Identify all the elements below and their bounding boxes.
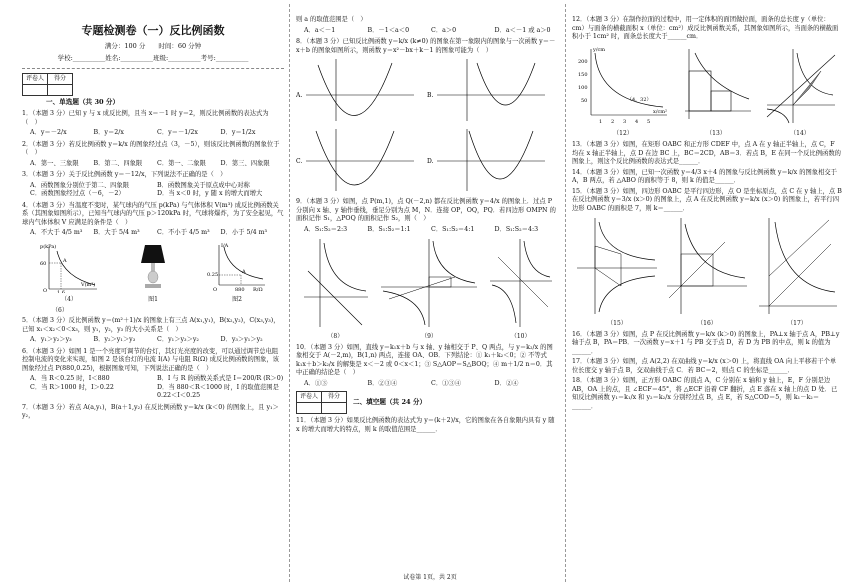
column-divider <box>289 4 290 582</box>
question-16: 16．（本题 3 分）如图，点 P 在反比例函数 y＝k/x (k＞0) 的图象上，PA⊥x 轴于点 A，PB⊥y 轴于点 B，PA＝PB．一次函数 y＝x＋1 与 PB 交于点 D，若 D 为 PB 的中点，则 k 的值为______． <box>572 330 840 355</box>
option[interactable]: B．函数图象关于原点成中心对称 <box>157 181 250 189</box>
option-graph-d[interactable] <box>427 127 558 197</box>
figure-16 <box>665 216 749 328</box>
section-heading: 一、单选题（共 30 分） <box>46 98 120 107</box>
option[interactable]: C．S₁:S₂＝4:1 <box>431 225 475 233</box>
option[interactable]: A．函数图象分别位于第二、四象限 <box>30 181 130 189</box>
option[interactable]: D．a＜－1 或 a＞0 <box>494 26 551 34</box>
section-heading: 二、填空题（共 24 分） <box>353 397 427 406</box>
option[interactable]: B．y＝2/x <box>93 129 124 137</box>
question-6: 6．（本题 3 分）如图 1 是一个亮度可调节的台灯，其灯光亮度的改变，可以通过调节总电阻控制电流的变化来实现，如图 2 是该台灯的电流 I(A) 与电阻 R(Ω) 成反比例函数的图象，该图象经过点 P(880,0.25)，根据图象可知，下列说法正确的是（ ） <box>22 347 279 372</box>
column-middle <box>296 14 558 436</box>
tick-label: 150 <box>578 71 588 78</box>
tick-label: 50 <box>581 97 588 104</box>
option[interactable]: C．第一、二象限 <box>157 159 206 167</box>
current-resistance-graph <box>207 241 267 293</box>
question-1: 1．（本题 3 分）已知 y 与 x 成反比例，且当 x＝－1 时 y＝2，则反比例函数的表达式为（ ） <box>22 110 269 126</box>
question-9-options <box>304 226 558 235</box>
axis-label: y/cm <box>593 46 606 53</box>
figure-caption: （8） <box>327 332 344 340</box>
figure-6 <box>207 241 267 305</box>
score-box <box>296 391 347 414</box>
option[interactable]: C．①③④ <box>431 379 462 387</box>
figure-caption: （9） <box>421 332 437 340</box>
option[interactable]: B．－1＜a＜0 <box>367 26 410 34</box>
option[interactable]: B．y₂＞y₁＞y₃ <box>93 336 136 344</box>
tick-label: 0.25 <box>207 271 219 278</box>
tick-label: 4 <box>635 118 639 125</box>
question-9: 9．（本题 3 分）如图，点 P(m,1)，点 Q(－2,n) 都在反比例函数 y＝4/x 的图象上．过点 P 分别向 x 轴、y 轴作垂线，垂足分别为点 M，N．连接 OP，OQ，PQ．若四边形 OMPN 的面积记作 S₁，△POQ 的面积记作 S₂，则（ ） <box>296 198 556 222</box>
question-4: 4．（本题 3 分）当温度不变时，某气球内的气压 p(kPa) 与气体体积 V(m³) 成反比例函数关系（其图象如图所示），已知当气球内的气压 p＞120kPa 时，气球将爆炸，为了安全起见，气球内气体体积 V 应满足的条件是（ ） <box>22 201 284 226</box>
tick-label: 880 <box>235 286 245 293</box>
question-18: 18．（本题 3 分）如图，正方形 OABC 的顶点 A，C 分别在 x 轴和 y 轴上，E，F 分别是边 AB，OA 上的点，且 ∠ECF＝45°，将 △ECF 沿着 CF 翻折，点 E 落在 x 轴上的点 D 处．已知反比例函数 y₁＝k₁/x 和 y₂＝k₂/x 分别经过点 B，点 E，若 S△COD＝5，则 k₁－k₂＝______． <box>572 377 838 410</box>
axis-label: R/Ω <box>253 286 263 293</box>
question-13: 13．（本题 3 分）如图，在矩形 OABC 和正方形 CDEF 中，点 A 在 y 轴正半轴上，点 C，F 均在 x 轴正半轴上，点 D 在边 BC 上，BC＝2CD，AB＝3．若点 B，E 在同一个反比例函数的图象上，则这个反比例函数的表达式是______． <box>572 141 841 166</box>
option[interactable]: B．②③④ <box>367 379 398 387</box>
figure-13 <box>679 45 753 139</box>
option[interactable]: D．当 880＜R＜1000 时，I 的取值范围是 0.22＜I＜0.25 <box>157 383 279 400</box>
option[interactable]: A．a＜－1 <box>304 26 336 34</box>
page-title: 专题检测卷（一）反比例函数 <box>81 24 225 37</box>
grader-label: 评卷人 <box>23 74 48 85</box>
figure-caption: 图2 <box>232 296 242 304</box>
tick-label: 2 <box>611 118 615 125</box>
option[interactable]: D．S₁:S₂＝4:3 <box>494 225 539 233</box>
figure-caption: （13） <box>706 130 726 137</box>
section-two-header <box>296 391 558 414</box>
axis-label: V(m³) <box>81 281 96 288</box>
tick-label: 1 <box>599 118 603 125</box>
figure-17 <box>755 216 839 328</box>
question-7-continued: 则 a 的取值范围是（ ） <box>296 16 367 23</box>
figure-caption: （10） <box>510 332 531 340</box>
question-5-options <box>30 336 284 345</box>
tick-label: 3 <box>623 118 627 125</box>
grader-label: 评卷人 <box>297 392 322 403</box>
option[interactable]: A．当 R＜0.25 时，I＜880 <box>30 375 110 383</box>
option[interactable]: C．不小于 4/5 m³ <box>157 229 210 237</box>
figures-8-10 <box>296 237 558 341</box>
origin-label: O <box>213 286 218 293</box>
page-footer: 试卷第 1页，共 2页 <box>403 573 457 581</box>
option[interactable]: D．②④ <box>494 379 519 387</box>
question-17: 17．（本题 3 分）如图，点 A(2,2) 在双曲线 y＝k/x (x＞0) 上，将直线 OA 向上平移若干个单位长度交 y 轴于点 B，交双曲线于点 C．若 BC＝2，则点 C 的坐标是______． <box>572 358 837 374</box>
figure-14 <box>763 45 837 139</box>
figures-12-14 <box>572 45 842 139</box>
score-label: 得分 <box>322 392 347 403</box>
option[interactable]: A．S₁:S₂＝2:3 <box>304 225 348 233</box>
question-7: 7．（本题 3 分）若点 A(a,y₁)，B(a＋1,y₂) 在反比例函数 y＝k/x (k＜0) 的图象上，且 y₁＞y₂， <box>22 403 279 420</box>
option[interactable]: C．a＞0 <box>431 26 457 34</box>
question-15: 15．（本题 3 分）如图，四边形 OABC 是平行四边形，点 O 是坐标原点，点 C 在 y 轴上，点 B 在反比例函数 y＝3/x (x＞0) 的图象上，点 A 在反比例函数 y＝k/x (x＞0) 的图象上，若平行四边形 OABC 的面积是 7，则 k＝______． <box>572 187 842 212</box>
tick-label: 5 <box>647 118 651 125</box>
question-3-options <box>30 182 284 199</box>
option[interactable]: C．当 R＞1000 时，I＞0.22 <box>30 383 114 391</box>
option[interactable]: D．第三、四象限 <box>220 159 270 167</box>
figure-caption: 图1 <box>148 296 158 304</box>
figure-caption: （14） <box>790 130 810 137</box>
option[interactable]: D．小于 5/4 m³ <box>220 229 268 237</box>
axis-label: x/cm² <box>653 108 668 115</box>
question-3: 3．（本题 3 分）关于反比例函数 y＝－12/x，下列说法不正确的是（ ） <box>22 171 227 179</box>
option[interactable]: A．y₁＞y₂＞y₃ <box>30 336 72 344</box>
question-12: 12．（本题 3 分）在制作拉面的过程中，用一定体积的面团做拉面，面条的总长度 y（单位：cm）与面条的横截面积 x（单位：cm²）成反比例函数关系，其图象如图所示，当面条的横截面积小于 1cm² 时，面条总长度大于______cm． <box>572 16 839 40</box>
figure-caption: （12） <box>613 130 633 137</box>
question-6-options <box>30 375 284 401</box>
option-label: B. <box>427 92 434 99</box>
score-box <box>22 73 73 96</box>
question-2: 2．（本题 3 分）若反比例函数 y＝k/x 的图象经过点（3，－5），则该反比例函数的图象位于（ ） <box>22 140 280 157</box>
figure-4 <box>39 241 99 305</box>
point-label: （4，32） <box>627 96 652 103</box>
option[interactable]: B．I 与 R 的函数关系式是 I＝200/R (R＞0) <box>157 375 284 383</box>
option[interactable]: D．y₃＞y₁＞y₂ <box>220 336 263 344</box>
point-label: A <box>63 257 67 264</box>
figure-caption: （4） <box>61 296 77 304</box>
tick-label: 200 <box>578 58 588 65</box>
column-divider <box>565 4 566 582</box>
question-14: 14．（本题 3 分）如图，已知一次函数 y＝4/3 x＋4 的图象与反比例函数 y＝k/x 的图象相交于 A，B 两点，若 △ABO 的面积等于 8，则 k 的值是______． <box>572 168 837 185</box>
option[interactable]: B．第二、四象限 <box>93 159 143 167</box>
column-left <box>22 14 284 423</box>
figure-caption: （16） <box>697 319 717 327</box>
option-graph-b[interactable] <box>427 57 558 127</box>
figure-caption: （6） <box>52 307 68 315</box>
question-2-options <box>30 160 284 169</box>
option-label: A. <box>296 92 303 99</box>
tick-label: 100 <box>578 84 588 91</box>
option-label: D. <box>427 157 434 165</box>
figure-9 <box>379 237 479 341</box>
question-8-graph-options <box>296 57 558 196</box>
figure-caption: （17） <box>787 319 807 327</box>
pressure-volume-graph <box>39 241 99 293</box>
point-label: A <box>242 268 246 275</box>
option[interactable]: A．第一、三象限 <box>30 159 79 167</box>
question-4-options <box>30 229 284 238</box>
figure-12 <box>577 45 669 139</box>
question-5: 5．（本题 3 分）反比例函数 y＝(m²＋1)/x 的图象上有三点 A(x₁,y₁)，B(x₂,y₂)，C(x₃,y₃)，已知 x₁＜x₂＜0＜x₃，则 y₁，y₂，y₃ 的大小关系是（ ） <box>22 317 280 333</box>
origin-label: O <box>43 287 48 293</box>
figure-10 <box>488 237 554 341</box>
option[interactable]: A．①③ <box>304 379 328 387</box>
option-graph-a[interactable] <box>296 57 427 127</box>
divider <box>22 68 284 69</box>
figures-4-6 <box>22 241 284 305</box>
option[interactable]: C．y＝－1/2x <box>157 129 198 137</box>
option[interactable]: D．y＝1/2x <box>220 129 256 137</box>
figure-lamp <box>133 241 173 305</box>
figure-8 <box>300 237 370 341</box>
noodle-length-graph <box>577 45 669 127</box>
tick-label: 1.6 <box>57 289 65 293</box>
column-right <box>572 14 842 413</box>
question-10: 10．（本题 3 分）如图，直线 y＝k₁x＋b 与 x 轴、y 轴相交于 P、Q 两点，与 y＝k₂/x 的图象相交于 A(－2,m)，B(1,n) 两点，连接 OA、OB．下列结论：① k₁＋k₂＜0；② 不等式 k₁x＋b＞k₂/x 的解集是 x＜－2 或 0＜x＜1；③ S△AOP＝S△BOQ；④ m＋1/2 n＝0．其中正确的结论是（ ） <box>296 343 553 377</box>
axis-label: I/A <box>221 242 229 249</box>
question-11: 11．（本题 3 分）如果反比例函数的表达式为 y＝(k＋2)/x，它的图象在各自象限内具有 y 随 x 的增大而增大的特点，则 k 的取值范围是______． <box>296 417 555 433</box>
exam-meta: 满分：100 分 时间：60 分钟 <box>104 41 202 50</box>
figure-15 <box>575 216 659 328</box>
axis-label: p(kPa) <box>40 243 57 250</box>
option[interactable]: C．函数图象经过点（－6，－2） <box>30 190 125 198</box>
tick-label: 60 <box>40 260 47 267</box>
option[interactable]: A．不大于 4/5 m³ <box>30 229 83 237</box>
option-label: C. <box>296 157 303 165</box>
question-8: 8．（本题 3 分）已知反比例函数 y＝k/x (k≠0) 的图象在第一象限内的图象与一次函数 y＝－x＋b 的图象如图所示，则函数 y＝x²－bx＋k－1 的图象可能为（ ） <box>296 38 556 54</box>
figure-caption: （15） <box>607 319 627 327</box>
option-graph-c[interactable] <box>296 127 427 197</box>
option[interactable]: A．y＝－2/x <box>30 129 67 137</box>
question-10-options <box>304 380 558 389</box>
option[interactable]: B．S₁:S₂＝1:1 <box>367 225 411 233</box>
lamp-image <box>133 241 173 293</box>
question-1-options <box>30 129 284 138</box>
figures-15-17 <box>572 216 842 328</box>
option[interactable]: B．大于 5/4 m³ <box>93 229 140 237</box>
student-info: 学校:__________姓名:__________班级:__________考号:__________ <box>57 53 249 62</box>
question-7-options <box>304 27 558 36</box>
score-label: 得分 <box>48 74 73 85</box>
option[interactable]: C．y₁＞y₃＞y₂ <box>157 336 199 344</box>
option[interactable]: D．当 x＜0 时，y 随 x 的增大而增大 <box>157 190 263 198</box>
